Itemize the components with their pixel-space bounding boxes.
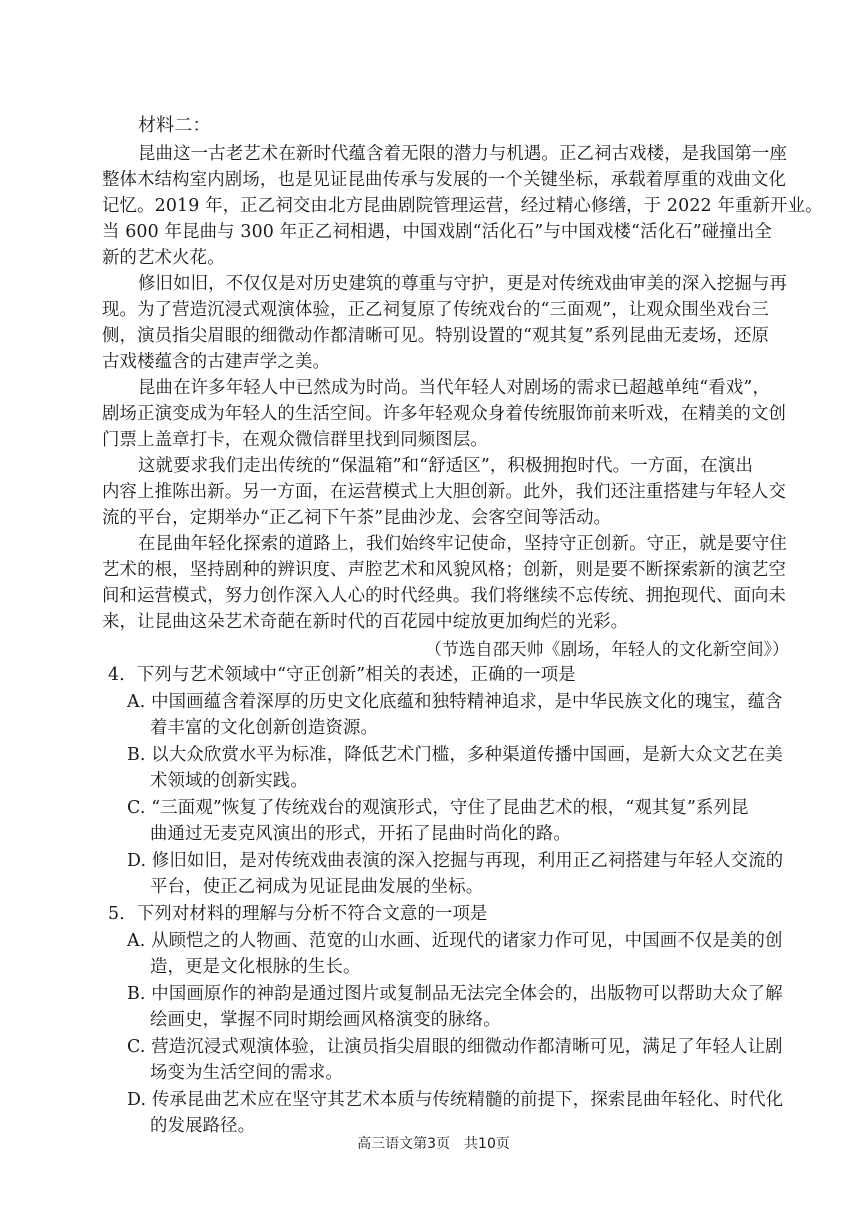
paragraph-5-line-3: 间和运营模式，努力创作深入人心的时代经典。我们将继续不忘传统、拥抱现代、面向未 (102, 586, 787, 606)
paragraph-5-line-4: 来，让昆曲这朵艺术奇葩在新时代的百花园中绽放更加绚烂的光彩。 (102, 612, 629, 632)
paragraph-1-line-2: 整体木结构室内剧场，也是见证昆曲传承与发展的一个关键坐标，承载着厚重的戏曲文化 (102, 170, 787, 190)
question-5-option-c: C. 营造沉浸式观演体验，让演员指尖眉眼的细微动作都清晰可见，满足了年轻人让剧 (127, 1037, 783, 1057)
material-source: （节选自邵天帅《剧场，年轻人的文化新空间》） (425, 639, 790, 659)
paragraph-5-line-1: 在昆曲年轻化探索的道路上，我们始终牢记使命，坚持守正创新。守正，就是要守住 (138, 534, 788, 554)
paragraph-3-line-1: 昆曲在许多年轻人中已然成为时尚。当代年轻人对剧场的需求已超越单纯“看戏”， (138, 378, 771, 398)
material-heading: 材料二： (138, 115, 211, 136)
paragraph-1-line-1: 昆曲这一古老艺术在新时代蕴含着无限的潜力与机遇。正乙祠古戏楼，是我国第一座 (138, 144, 788, 164)
paragraph-3-line-3: 门票上盖章打卡，在观众微信群里找到同频图层。 (102, 430, 488, 450)
question-4-option-d: D. 修旧如旧，是对传统戏曲表演的深入挖掘与再现，利用正乙祠搭建与年轻人交流的 (127, 851, 784, 871)
paragraph-2-line-3: 侧，演员指尖眉眼的细微动作都清晰可见。特别设置的“观其复”系列昆曲无麦场，还原 (102, 326, 770, 346)
question-5-option-a-cont: 造，更是文化根脉的生长。 (150, 957, 361, 977)
paragraph-1-line-3: 记忆。2019 年，正乙祠交由北方昆曲剧院管理运营，经过精心修缮，于 2022 年重新开业。 (102, 196, 823, 216)
paragraph-2-line-1: 修旧如旧，不仅仅是对历史建筑的尊重与守护，更是对传统戏曲审美的深入挖掘与再 (138, 274, 788, 294)
question-5-option-d: D. 传承昆曲艺术应在坚守其艺术本质与传统精髓的前提下，探索昆曲年轻化、时代化 (127, 1090, 784, 1110)
question-4-option-b-cont: 术领域的创新实践。 (150, 771, 308, 791)
question-4-option-c-cont: 曲通过无麦克风演出的形式，开拓了昆曲时尚化的路。 (150, 824, 571, 844)
paragraph-4-line-1: 这就要求我们走出传统的“保温箱”和“舒适区”，积极拥抱时代。一方面，在演出 (138, 456, 754, 476)
question-4-option-a-cont: 着丰富的文化创新创造资源。 (150, 718, 379, 738)
page-footer: 高三语文第3页 共10页 (357, 1136, 510, 1152)
question-4-option-d-cont: 平台，使正乙祠成为见证昆曲发展的坐标。 (150, 877, 484, 897)
question-5-stem: 5．下列对材料的理解与分析不符合文意的一项是 (108, 904, 488, 924)
paragraph-2-line-2: 现。为了营造沉浸式观演体验，正乙祠复原了传统戏台的“三面观”，让观众围坐戏台三 (102, 300, 770, 320)
paragraph-1-line-4: 当 600 年昆曲与 300 年正乙祠相遇，中国戏剧“活化石”与中国戏楼“活化石”碰撞出全 (102, 222, 772, 242)
question-5-option-d-cont: 的发展路径。 (150, 1116, 256, 1136)
question-4-stem: 4．下列与艺术领域中“守正创新”相关的表述，正确的一项是 (108, 665, 576, 685)
question-5-option-a: A. 从顾恺之的人物画、范宽的山水画、近现代的诸家力作可见，中国画不仅是美的创 (127, 931, 783, 951)
paragraph-4-line-2: 内容上推陈出新。另一方面，在运营模式上大胆创新。此外，我们还注重搭建与年轻人交 (102, 482, 787, 502)
question-5-option-b: B. 中国画原作的神韵是通过图片或复制品无法完全体会的，出版物可以帮助大众了解 (127, 984, 783, 1004)
question-4-option-c: C. “三面观”恢复了传统戏台的观演形式，守住了昆曲艺术的根，“观其复”系列昆 (127, 798, 749, 818)
question-4-option-b: B. 以大众欣赏水平为标准，降低艺术门槛，多种渠道传播中国画，是新大众文艺在美 (127, 745, 783, 765)
paragraph-2-line-4: 古戏楼蕴含的古建声学之美。 (102, 352, 331, 372)
question-4-option-a: A. 中国画蕴含着深厚的历史文化底蕴和独特精神追求，是中华民族文化的瑰宝，蕴含 (127, 692, 783, 712)
paragraph-3-line-2: 剧场正演变成为年轻人的生活空间。许多年轻观众身着传统服饰前来听戏，在精美的文创 (102, 404, 787, 424)
paragraph-1-line-5: 新的艺术火花。 (102, 248, 225, 268)
question-5-option-b-cont: 绘画史，掌握不同时期绘画风格演变的脉络。 (150, 1010, 501, 1030)
question-5-option-c-cont: 场变为生活空间的需求。 (150, 1063, 343, 1083)
paragraph-5-line-2: 艺术的根，坚持剧种的辨识度、声腔艺术和风貌风格；创新，则是要不断探索新的演艺空 (102, 560, 787, 580)
paragraph-4-line-3: 流的平台，定期举办“正乙祠下午茶”昆曲沙龙、会客空间等活动。 (102, 508, 612, 528)
